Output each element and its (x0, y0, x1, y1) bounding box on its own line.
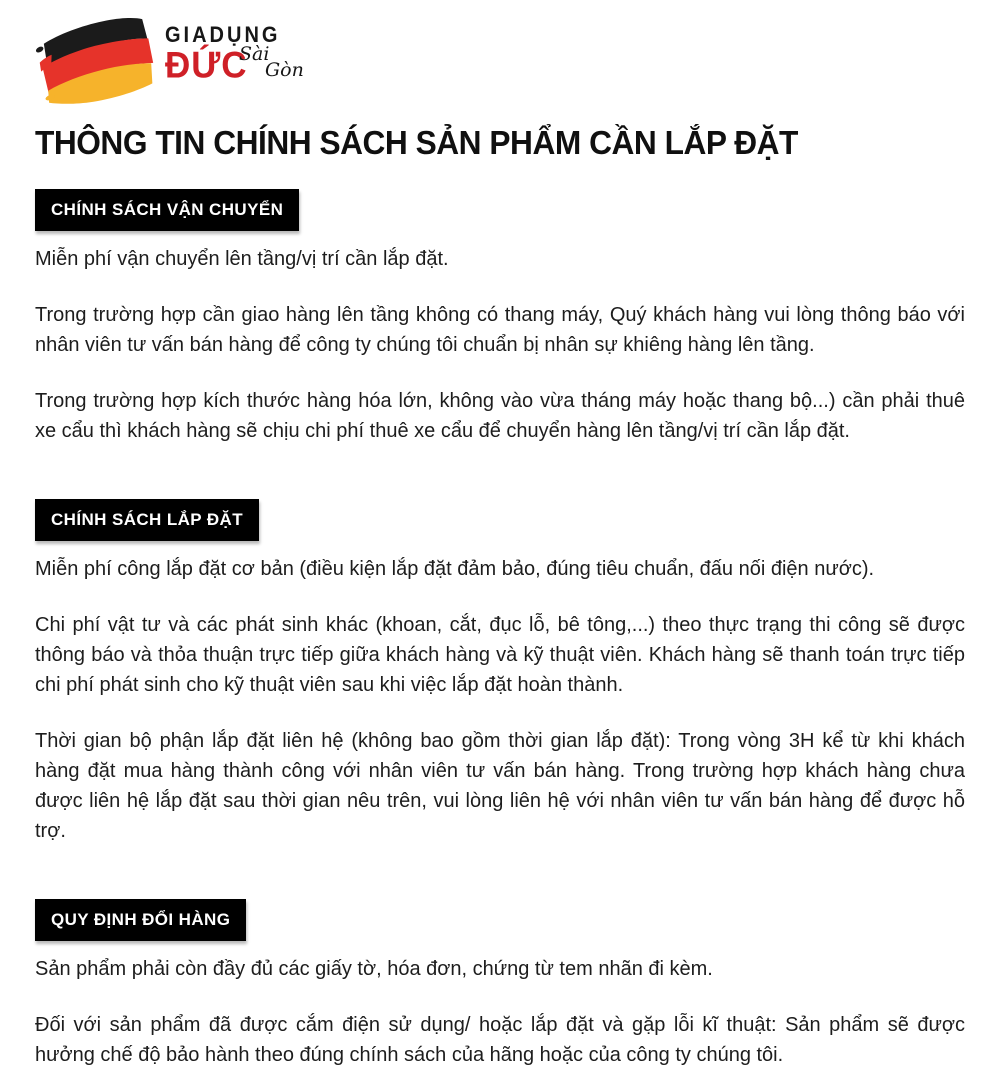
paragraph: Sản phẩm phải còn đầy đủ các giấy tờ, hóa đơn, chứng từ tem nhãn đi kèm. (35, 957, 713, 980)
section-badge-exchange: QUY ĐỊNH ĐỔI HÀNG (35, 899, 246, 941)
brand-logo (35, 14, 965, 110)
section-badge-installation: CHÍNH SÁCH LẮP ĐẶT (35, 499, 259, 541)
german-flag-icon (35, 14, 155, 106)
section-installation-policy (35, 472, 965, 846)
paragraph: Chi phí vật tư và các phát sinh khác (khoan, cắt, đục lỗ, bê tông,...) theo thực trạng thi công sẽ được thông báo và thỏa thuận trực tiếp giữa khách hàng và kỹ thuật viên. Khách hàng sẽ thanh toán trực tiếp chi phí phát sinh cho kỹ thuật viên sau khi việc lắp đặt hoàn thành. (35, 613, 965, 696)
section-shipping-policy (35, 162, 965, 446)
paragraph: Trong trường hợp kích thước hàng hóa lớn, không vào vừa tháng máy hoặc thang bộ...) cần phải thuê xe cẩu thì khách hàng sẽ chịu chi phí thuê xe cẩu để chuyển hàng lên tầng/vị trí cần lắp đặt. (35, 389, 965, 442)
brand-name-duc: ĐỨC (165, 44, 248, 86)
page-title: THÔNG TIN CHÍNH SÁCH SẢN PHẨM CẦN LẮP ĐẶT (35, 124, 798, 161)
paragraph: Đối với sản phẩm đã được cắm điện sử dụng/ hoặc lắp đặt và gặp lỗi kĩ thuật: Sản phẩm sẽ được hưởng chế độ bảo hành theo đúng chính sách của hãng hoặc của công ty chúng tôi. (35, 1013, 965, 1066)
brand-script-saigon: Sài Gòn (239, 43, 304, 81)
section-badge-shipping: CHÍNH SÁCH VẬN CHUYỂN (35, 189, 299, 231)
section-exchange-rules (35, 872, 965, 1070)
brand-wordmark (165, 14, 304, 93)
paragraph: Thời gian bộ phận lắp đặt liên hệ (không bao gồm thời gian lắp đặt): Trong vòng 3H kể từ khi khách hàng đặt mua hàng thành công với nhân viên tư vấn bán hàng. Trong trường hợp khách hàng chưa được liên hệ lắp đặt sau thời gian nêu trên, vui lòng liên hệ với nhân viên tư vấn bán hàng để được hỗ trợ. (35, 729, 965, 842)
paragraph: Miễn phí công lắp đặt cơ bản (điều kiện lắp đặt đảm bảo, đúng tiêu chuẩn, đấu nối điện nước). (35, 557, 875, 580)
brand-name-top: GIADỤNG (165, 22, 281, 48)
paragraph: Trong trường hợp cần giao hàng lên tầng không có thang máy, Quý khách hàng vui lòng thông báo với nhân viên tư vấn bán hàng để công ty chúng tôi chuẩn bị nhân sự khiêng hàng lên tầng. (35, 303, 965, 356)
paragraph: Miễn phí vận chuyển lên tầng/vị trí cần lắp đặt. (35, 247, 449, 270)
